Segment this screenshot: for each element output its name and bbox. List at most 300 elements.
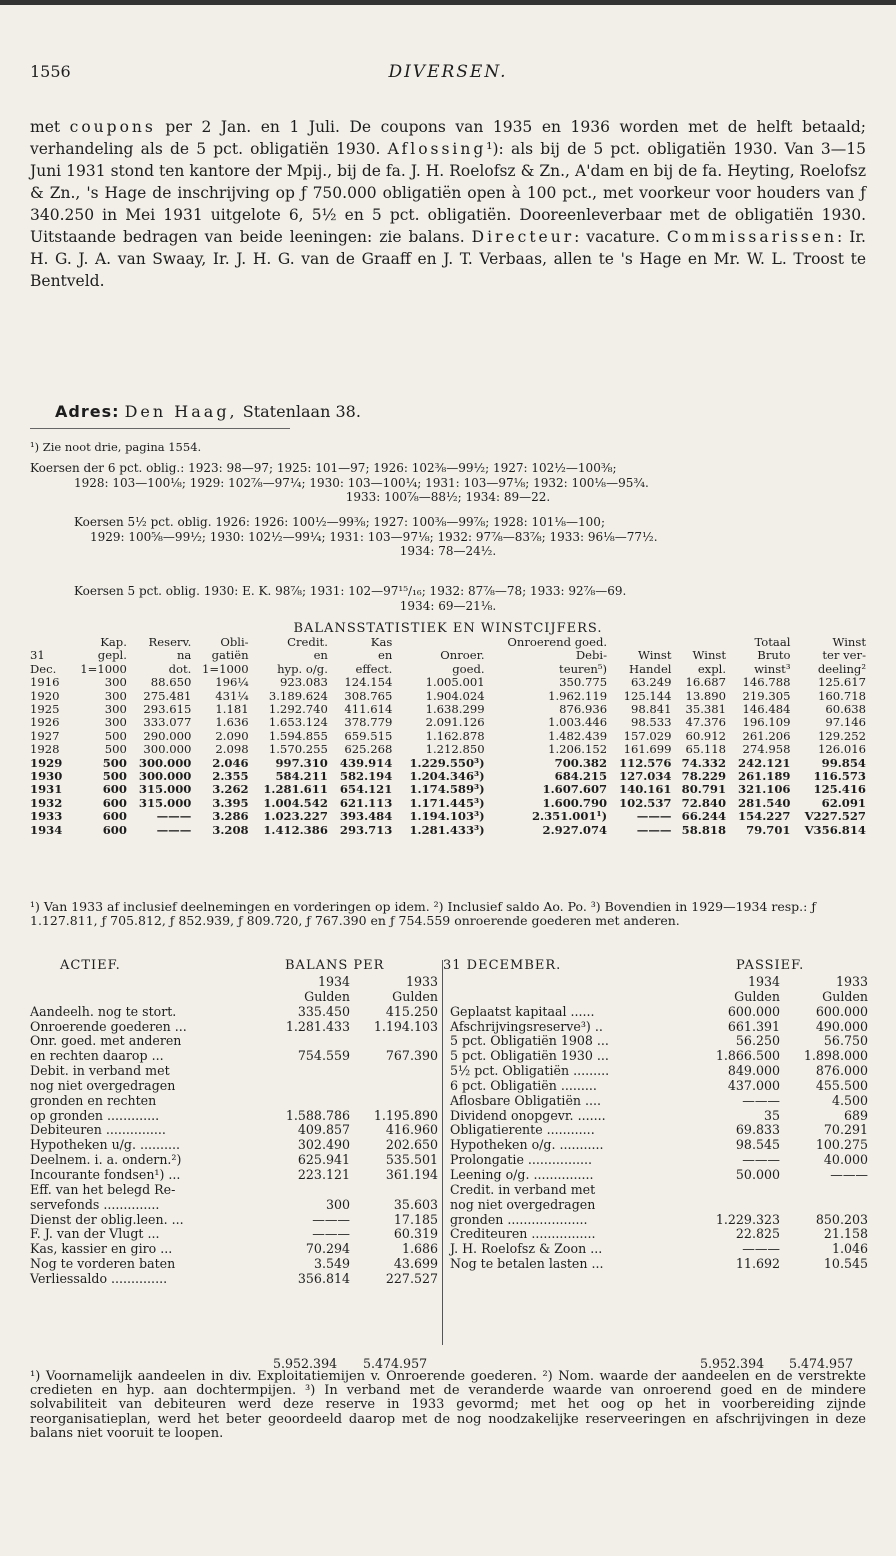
balance-row	[450, 1020, 868, 1035]
table-cell: 160.718	[818, 688, 866, 703]
table-cell: 1929	[30, 755, 63, 770]
table-cell: 684.215	[554, 769, 608, 784]
table-cell: 1.600.790	[542, 795, 608, 810]
table-cell: 3.395	[212, 795, 249, 810]
table-cell: 1932	[30, 795, 63, 810]
table-row	[30, 797, 866, 810]
table-cell: 1928	[30, 742, 60, 757]
balance-item-amount: 3.549	[313, 1256, 350, 1272]
stat-column-heading: en	[378, 648, 393, 663]
table-cell: ———	[156, 809, 192, 824]
passiva-total-1934: 5.952.394	[700, 1356, 765, 1371]
balance-item-label: Dividend onopgevr. .......	[450, 1107, 606, 1123]
table-cell: 1.005.001	[425, 675, 485, 690]
balance-row	[30, 1005, 438, 1020]
table-cell: 500	[102, 769, 127, 784]
balance-row	[30, 1168, 438, 1183]
unit-heading: Gulden	[392, 988, 438, 1004]
balance-item-amount: 50.000	[735, 1166, 780, 1182]
balance-item-label: Geplaatst kapitaal ......	[450, 1003, 595, 1019]
balance-item-amount: 876.000	[815, 1063, 868, 1079]
table-cell: ———	[636, 809, 672, 824]
table-cell: 876.936	[559, 702, 608, 717]
page-number: 1556	[30, 62, 71, 81]
koersen-55pct	[30, 515, 866, 559]
stat-column-heading: Kas	[370, 635, 393, 649]
table-cell: 1.482.439	[548, 728, 608, 743]
table-cell: 146.788	[742, 675, 791, 690]
balance-row	[450, 1005, 868, 1020]
balance-item-amount	[350, 1034, 438, 1049]
stat-column-heading: deeling²	[817, 661, 866, 676]
balance-item-amount: 1.588.786	[285, 1107, 350, 1123]
balance-item-label: gronden en rechten	[30, 1092, 157, 1108]
stat-column-heading: Winst	[832, 635, 866, 649]
table-row	[30, 783, 866, 796]
table-cell: 378.779	[344, 715, 393, 730]
balance-item-amount: 490.000	[815, 1018, 868, 1034]
balance-item-amount	[264, 1079, 350, 1094]
table-cell: 98.533	[630, 715, 672, 730]
table-cell: 293.713	[339, 822, 393, 837]
balance-item-amount: ———	[830, 1166, 868, 1182]
table-cell: 300	[104, 675, 127, 690]
table-cell: 72.840	[681, 795, 727, 810]
table-cell: 116.573	[813, 769, 866, 784]
balance-row	[450, 1138, 868, 1153]
table-cell: 1.174.589³)	[409, 782, 485, 797]
balance-item-label: Leening o/g. ...............	[450, 1166, 594, 1182]
table-cell: 600	[102, 782, 127, 797]
stat-column-heading: winst³	[754, 661, 791, 676]
koersen-line: 1934: 69—21⅛.	[399, 598, 497, 613]
balance-item-amount: 849.000	[727, 1063, 780, 1079]
balance-item-label: Dienst der oblig.leen. ...	[30, 1211, 184, 1227]
table-cell: 1.292.740	[268, 702, 328, 717]
table-cell: 2.351.001¹)	[531, 809, 608, 824]
table-cell: 333.077	[143, 715, 192, 730]
balance-item-label: nog niet overgedragen	[30, 1077, 176, 1093]
balance-row	[450, 1227, 868, 1242]
balance-item-amount: ———	[742, 1092, 780, 1108]
table-row	[30, 757, 866, 770]
table-cell: 500	[102, 755, 127, 770]
balance-item-label: Incourante fondsen¹) ...	[30, 1166, 181, 1182]
table-cell: 274.958	[742, 742, 791, 757]
address-label: Adres:	[55, 402, 120, 421]
table-cell: 124.154	[344, 675, 393, 690]
balance-row	[30, 1079, 438, 1094]
year-heading: 1934	[747, 974, 780, 989]
activa-table	[30, 975, 438, 1287]
table-cell: 300.000	[138, 755, 192, 770]
table-cell: 300	[104, 715, 127, 730]
table-cell: 1.212.850	[425, 742, 485, 757]
table-cell: 88.650	[150, 675, 192, 690]
table-cell: 146.484	[742, 702, 791, 717]
balance-row	[450, 1123, 868, 1138]
footnote-1: ¹) Zie noot drie, pagina 1554.	[30, 440, 202, 454]
balance-item-amount: 60.319	[393, 1226, 438, 1242]
balance-item-amount: 100.275	[815, 1137, 868, 1153]
table-cell: 500	[104, 742, 127, 757]
table-cell: 700.382	[554, 755, 608, 770]
table-cell: V227.527	[804, 809, 866, 824]
balance-item-amount: 10.545	[823, 1256, 868, 1272]
table-cell: 261.206	[742, 728, 791, 743]
balance-row	[30, 1064, 438, 1079]
koersen-line: Koersen 5½ pct. oblig. 1926: 1926: 100½—99⅜; 1927: 100⅜—99⅞; 1928: 101⅛—100;	[74, 515, 605, 529]
table-cell: 261.189	[738, 769, 791, 784]
balance-divider	[442, 960, 443, 1345]
table-cell: 1.412.386	[263, 822, 328, 837]
stat-column-heading: Winst	[638, 648, 672, 663]
table-cell: 3.189.624	[268, 688, 328, 703]
actief-label: ACTIEF.	[60, 958, 121, 973]
balance-item-label: op gronden .............	[30, 1107, 160, 1123]
stat-column-heading	[607, 636, 671, 649]
table-cell: ———	[156, 822, 192, 837]
table-cell: 196.109	[742, 715, 791, 730]
balance-item-label: 5 pct. Obligatiën 1908 ...	[450, 1033, 609, 1049]
table-cell: 411.614	[344, 702, 393, 717]
table-cell: 78.229	[681, 769, 727, 784]
stat-column-heading	[392, 636, 484, 649]
running-title: DIVERSEN.	[388, 62, 508, 82]
table-cell: 2.091.126	[425, 715, 485, 730]
balance-item-amount	[264, 1064, 350, 1079]
balance-row	[30, 1094, 438, 1109]
balance-item-amount: 661.391	[727, 1018, 780, 1034]
balance-row	[30, 1183, 438, 1198]
table-cell: 1927	[30, 728, 60, 743]
balance-item-amount: 1.686	[401, 1241, 438, 1257]
balance-row	[450, 1153, 868, 1168]
balance-row	[450, 1064, 868, 1079]
stat-header-row	[30, 663, 866, 676]
table-cell: 1.204.346³)	[409, 769, 485, 784]
table-cell: 300.000	[138, 769, 192, 784]
table-cell: 600	[102, 822, 127, 837]
stat-column-heading: hyp. o/g.	[277, 661, 328, 676]
balance-item-amount: 625.941	[297, 1152, 350, 1168]
table-row	[30, 770, 866, 783]
table-cell: 293.615	[143, 702, 192, 717]
balance-row	[30, 1049, 438, 1064]
table-cell: 1930	[30, 769, 63, 784]
stat-column-heading: Onroerend goed.	[507, 635, 608, 649]
balance-item-label: nog niet overgedragen	[450, 1196, 596, 1212]
balance-item-amount: 437.000	[727, 1077, 780, 1093]
balance-item-amount: 850.203	[815, 1211, 868, 1227]
balance-item-label: 5 pct. Obligatiën 1930 ...	[450, 1048, 609, 1064]
table-cell: 60.638	[825, 702, 866, 717]
table-cell: 1.653.124	[268, 715, 328, 730]
balance-row	[30, 1198, 438, 1213]
balance-item-amount: 416.960	[385, 1122, 438, 1138]
stat-column-heading: goed.	[452, 661, 485, 676]
balance-item-label: Aandeelh. nog te stort.	[30, 1003, 177, 1019]
table-cell: 1.194.103³)	[409, 809, 485, 824]
table-cell: 1.181	[215, 702, 249, 717]
stat-column-heading: Debi-	[575, 648, 608, 663]
stat-column-heading: gepl.	[97, 648, 127, 663]
table-cell: 1.638.299	[425, 702, 485, 717]
stat-column-heading: teuren⁵)	[559, 661, 608, 676]
table-cell: 2.098	[215, 742, 249, 757]
balance-item-label: Eff. van het belegd Re-	[30, 1181, 176, 1197]
table-row	[30, 743, 866, 756]
table-cell: 58.818	[681, 822, 727, 837]
balance-item-label: 6 pct. Obligatiën .........	[450, 1077, 597, 1093]
table-cell: 3.208	[212, 822, 249, 837]
table-cell: 350.775	[559, 675, 608, 690]
balance-item-amount: 535.501	[385, 1152, 438, 1168]
table-cell: 125.144	[623, 688, 672, 703]
balance-row	[30, 1109, 438, 1124]
table-cell: 1.281.433³)	[409, 822, 485, 837]
table-cell: 923.083	[279, 675, 328, 690]
balance-item-label: Hypotheken o/g. ...........	[450, 1137, 604, 1153]
table-row	[30, 676, 866, 689]
year-heading: 1933	[405, 974, 438, 989]
balance-item-amount	[686, 1198, 780, 1213]
balance-item-amount: 361.194	[385, 1166, 438, 1182]
stat-column-heading: en	[313, 648, 328, 663]
table-row	[30, 730, 866, 743]
balance-item-amount: 302.490	[297, 1137, 350, 1153]
koersen-line: Koersen der 6 pct. oblig.: 1923: 98—97; 1925: 101—97; 1926: 102⅜—99½; 1927: 102½—100⅜;	[30, 461, 617, 475]
balance-item-amount: 227.527	[385, 1270, 438, 1286]
intro-text-7: : vacature.	[574, 228, 660, 246]
balance-row	[450, 1257, 868, 1272]
balance-item-label: Debiteuren ...............	[30, 1122, 166, 1138]
balance-item-label: Hypotheken u/g. ..........	[30, 1137, 181, 1153]
table-cell: 157.029	[623, 728, 672, 743]
table-cell: 584.211	[275, 769, 328, 784]
balance-item-amount: 1.229.323	[715, 1211, 780, 1227]
balance-item-amount: 1.281.433	[285, 1018, 350, 1034]
table-cell: 126.016	[818, 742, 866, 757]
table-cell: 1.594.855	[268, 728, 328, 743]
intro-text-1: met	[30, 118, 61, 136]
stat-column-heading: Handel	[629, 661, 672, 676]
balance-row	[450, 1109, 868, 1124]
balance-item-amount: 69.833	[735, 1122, 780, 1138]
koersen-line: 1933: 100⅞—88½; 1934: 89—22.	[345, 490, 551, 504]
passiva-total-1933: 5.474.957	[789, 1356, 854, 1371]
table-cell: 97.146	[825, 715, 866, 730]
balance-row	[30, 1020, 438, 1035]
table-cell: 102.537	[619, 795, 672, 810]
spaced-term-coupons: coupons	[69, 118, 156, 136]
balance-item-label: Nog te vorderen baten	[30, 1256, 176, 1272]
balance-row	[30, 1034, 438, 1049]
table-cell: 600	[102, 795, 127, 810]
balance-item-amount: ———	[742, 1241, 780, 1257]
balance-item-amount: 56.250	[735, 1033, 780, 1049]
table-cell: 621.113	[339, 795, 393, 810]
balance-item-amount: 1.195.890	[373, 1107, 438, 1123]
balance-item-amount: ———	[742, 1152, 780, 1168]
table-cell: 1925	[30, 702, 60, 717]
table-cell: 600	[102, 809, 127, 824]
table-cell: 112.576	[619, 755, 672, 770]
balance-item-label: Credit. in verband met	[450, 1181, 596, 1197]
balance-item-label: F. J. van der Vlugt ...	[30, 1226, 160, 1242]
balance-row	[30, 1153, 438, 1168]
stat-column-heading: dot.	[168, 661, 192, 676]
balance-item-label: Prolongatie ................	[450, 1152, 592, 1168]
stat-column-heading: Onroer.	[440, 648, 485, 663]
unit-heading: Gulden	[304, 988, 350, 1004]
balance-item-amount: 70.291	[823, 1122, 868, 1138]
intro-text-3: per 2 Jan. en 1 Juli. De coupons van 1935 en 1936 worden met de helft betaald; verhandeling als de 5 pct. obligatiën 1930.	[30, 118, 866, 158]
activa-total-1934: 5.952.394	[273, 1356, 338, 1371]
balance-row	[450, 1034, 868, 1049]
footnote-rule	[30, 428, 290, 429]
table-cell: 300.000	[143, 742, 192, 757]
stat-column-heading: Reserv.	[148, 635, 192, 649]
koersen-line: 1934: 78—24½.	[399, 544, 497, 558]
table-cell: 98.841	[630, 702, 672, 717]
table-cell: V356.814	[804, 822, 866, 837]
balance-title-right: 31 DECEMBER.	[443, 958, 562, 973]
balance-row	[450, 1079, 868, 1094]
address	[55, 402, 361, 421]
balance-item-amount	[264, 1094, 350, 1109]
stat-column-heading: expl.	[697, 661, 727, 676]
balance-item-amount: 17.185	[393, 1211, 438, 1227]
balance-item-amount: 1.046	[831, 1241, 868, 1257]
stat-column-heading: Kap.	[100, 635, 127, 649]
table-cell: 154.227	[738, 809, 791, 824]
stat-column-heading: Bruto	[757, 648, 791, 663]
balance-item-label: Onroerende goederen ...	[30, 1018, 187, 1034]
balance-item-amount: 415.250	[385, 1003, 438, 1019]
table-cell: 140.161	[619, 782, 672, 797]
balance-item-label: J. H. Roelofsz & Zoon ...	[450, 1241, 603, 1257]
table-cell: 1931	[30, 782, 63, 797]
balance-item-amount	[350, 1079, 438, 1094]
table-cell: 1933	[30, 809, 63, 824]
stat-header-row	[30, 636, 866, 649]
balance-item-label: Crediteuren ................	[450, 1226, 596, 1242]
table-cell: 1.229.550³)	[409, 755, 485, 770]
table-cell: 1.206.152	[548, 742, 608, 757]
spaced-term-commissarissen: Commissarissen	[666, 228, 838, 246]
table-cell: 74.332	[681, 755, 727, 770]
balance-row	[450, 1213, 868, 1228]
table-cell: 997.310	[275, 755, 328, 770]
unit-heading: Gulden	[822, 988, 868, 1004]
table-cell: 1934	[30, 822, 63, 837]
balance-item-label: Nog te betalen lasten ...	[450, 1256, 604, 1272]
table-row	[30, 810, 866, 823]
table-cell: 2.927.074	[542, 822, 608, 837]
table-cell: 1.962.119	[548, 688, 608, 703]
table-cell: 1.904.024	[425, 688, 485, 703]
table-cell: 1.570.255	[268, 742, 328, 757]
stat-column-heading: gatiën	[211, 648, 249, 663]
table-cell: 16.687	[685, 675, 727, 690]
page-header	[30, 62, 866, 86]
balance-row	[450, 1242, 868, 1257]
table-cell: 242.121	[738, 755, 791, 770]
table-cell: 65.118	[685, 742, 727, 757]
balance-row	[450, 1168, 868, 1183]
table-cell: 13.890	[685, 688, 727, 703]
address-city: Den Haag,	[124, 402, 238, 421]
table-cell: 1.636	[215, 715, 249, 730]
balance-row	[30, 1138, 438, 1153]
table-cell: ———	[636, 822, 672, 837]
balance-row	[30, 1227, 438, 1242]
balance-item-amount: 689	[843, 1107, 868, 1123]
balance-item-amount: 35.603	[393, 1196, 438, 1212]
table-cell: 219.305	[742, 688, 791, 703]
table-cell: 1920	[30, 688, 60, 703]
table-cell: 654.121	[339, 782, 393, 797]
table-cell: 1.162.878	[425, 728, 485, 743]
balance-item-label: Verliessaldo ..............	[30, 1270, 168, 1286]
balance-header	[30, 958, 866, 974]
stat-column-heading: Totaal	[754, 635, 791, 649]
table-cell: 315.000	[138, 782, 192, 797]
table-cell: 2.090	[215, 728, 249, 743]
balance-item-amount: 4.500	[831, 1092, 868, 1108]
balance-item-label: Debit. in verband met	[30, 1063, 170, 1079]
balance-item-amount: 335.450	[297, 1003, 350, 1019]
activa-total-1933: 5.474.957	[363, 1356, 428, 1371]
balance-item-label: en rechten daarop ...	[30, 1048, 164, 1064]
table-cell: 127.034	[619, 769, 672, 784]
top-edge	[0, 0, 896, 5]
table-cell: 321.106	[738, 782, 791, 797]
table-cell: 300	[104, 688, 127, 703]
balance-title-left: BALANS PER	[285, 958, 385, 973]
balance-item-amount: 56.750	[823, 1033, 868, 1049]
balance-item-amount: 356.814	[297, 1270, 350, 1286]
balance-item-label: servefonds ..............	[30, 1196, 160, 1212]
balance-item-amount: 600.000	[727, 1003, 780, 1019]
stat-header-row	[30, 649, 866, 662]
table-cell: 3.262	[212, 782, 249, 797]
balance-item-amount: 202.650	[385, 1137, 438, 1153]
table-cell: 300	[104, 702, 127, 717]
table-cell: 47.376	[685, 715, 727, 730]
koersen-5pct	[30, 584, 866, 613]
stat-column-heading: na	[176, 648, 192, 663]
table-row	[30, 690, 866, 703]
stat-column-heading: Winst	[692, 648, 727, 663]
balance-item-amount	[350, 1064, 438, 1079]
balance-item-label: Kas, kassier en giro ...	[30, 1241, 173, 1257]
stat-column-heading: effect.	[355, 661, 393, 676]
stat-column-heading	[30, 636, 70, 649]
table-cell: 500	[104, 728, 127, 743]
balance-item-amount	[780, 1198, 868, 1213]
table-cell: 290.000	[143, 728, 192, 743]
balance-item-amount: 22.825	[735, 1226, 780, 1242]
spaced-term-aflossing: Aflossing	[387, 140, 487, 158]
table-cell: 125.416	[813, 782, 866, 797]
table-cell: 275.481	[143, 688, 192, 703]
balance-item-label: gronden ....................	[450, 1211, 588, 1227]
balance-item-label: Aflosbare Obligatiën ....	[450, 1092, 602, 1108]
table-cell: 196¼	[215, 675, 249, 690]
table-cell: 2.355	[212, 769, 249, 784]
